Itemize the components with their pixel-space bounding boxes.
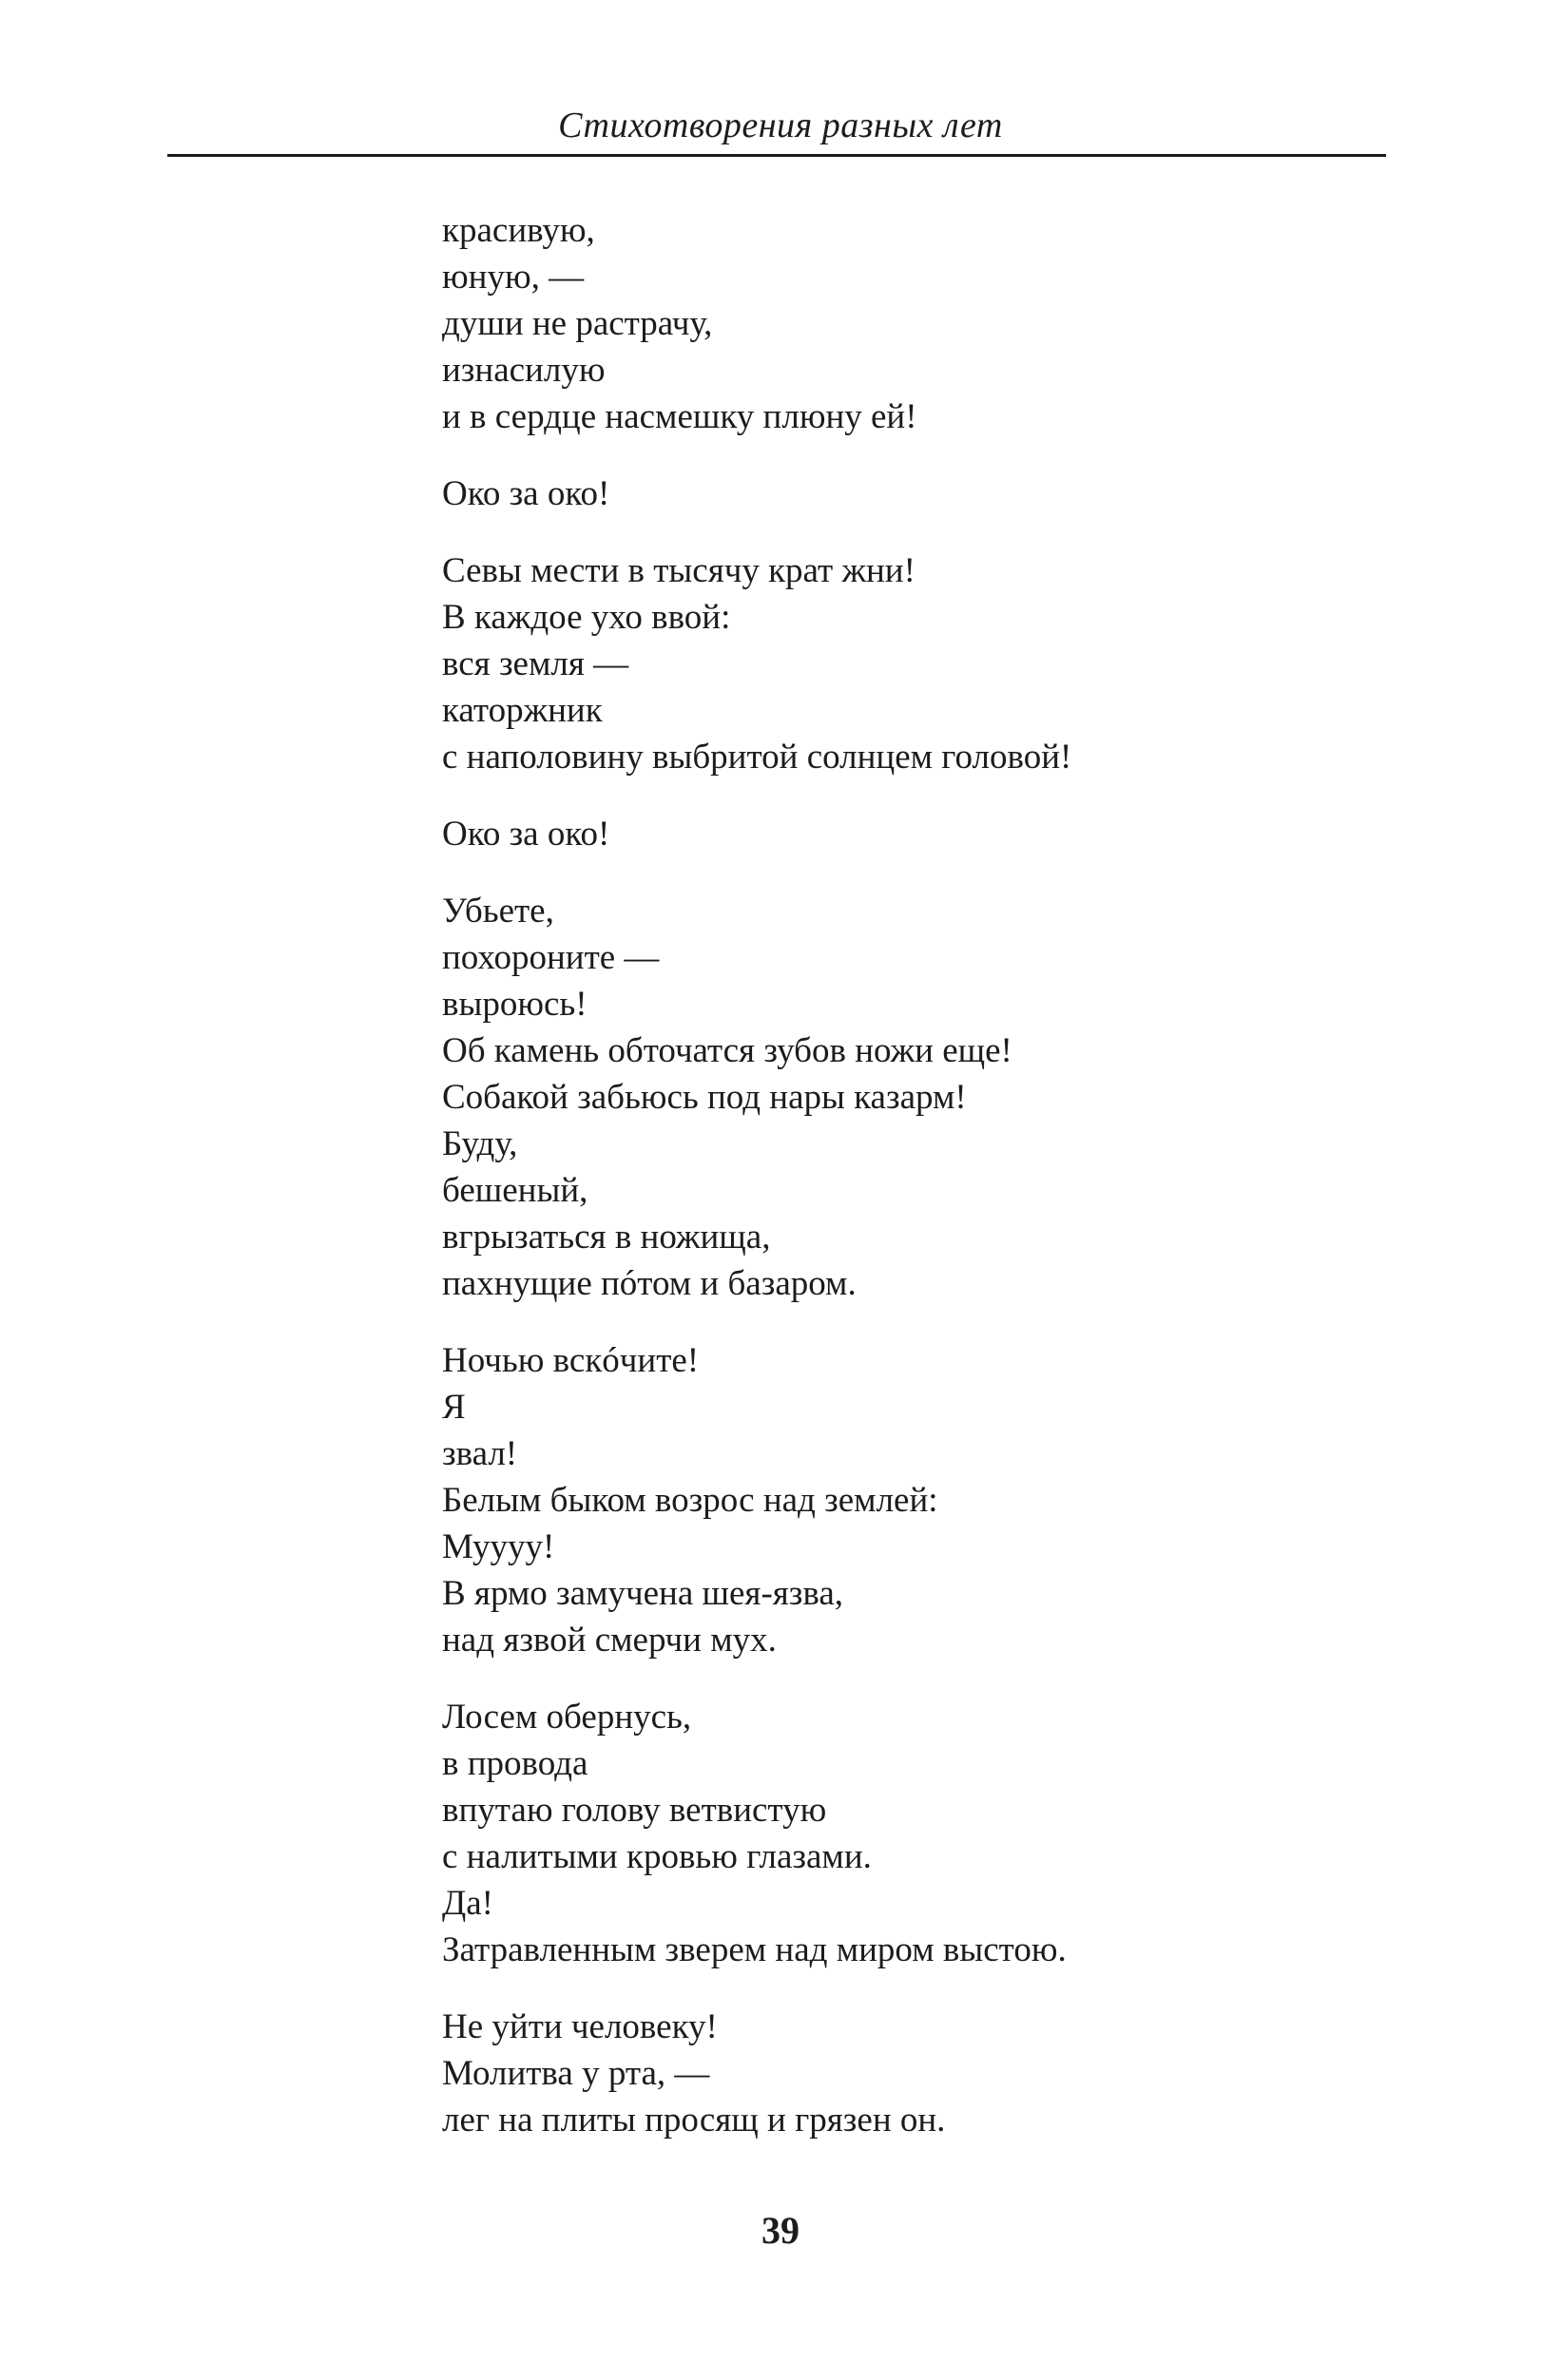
poem-line: похороните —: [442, 938, 660, 977]
poem-line: юную, —: [442, 258, 585, 297]
stanza-3: [442, 547, 1488, 780]
poem-line: В каждое ухо ввой:: [442, 598, 731, 637]
poem-body: [442, 207, 1488, 2174]
stanza-6: [442, 1337, 1488, 1663]
poem-line: Око за око!: [442, 474, 610, 513]
poem-line: пахнущие пóтом и базаром.: [442, 1264, 857, 1303]
poem-line: Око за око!: [442, 815, 610, 854]
poem-line: Муууу!: [442, 1527, 555, 1566]
poem-line: звал!: [442, 1434, 518, 1473]
poem-line: Я: [442, 1388, 466, 1427]
stanza-8: [442, 2004, 1488, 2143]
poem-line: вся земля —: [442, 644, 629, 683]
poem-line: Затравленным зверем над миром выстою.: [442, 1930, 1067, 1969]
poem-line: Об камень обточатся зубов ножи еще!: [442, 1031, 1012, 1070]
poem-line: Не уйти человеку!: [442, 2007, 718, 2046]
poem-line: Молитва у рта, —: [442, 2054, 710, 2093]
poem-line: Белым быком возрос над землей:: [442, 1481, 938, 1520]
poem-line: в провода: [442, 1744, 588, 1783]
poem-line: бешеный,: [442, 1171, 588, 1210]
poem-line: вгрызаться в ножища,: [442, 1218, 771, 1257]
poem-line: изнасилую: [442, 351, 606, 390]
poem-line: В ярмо замучена шея-язва,: [442, 1574, 844, 1613]
poem-line: Собакой забьюсь под нары казарм!: [442, 1078, 967, 1117]
poem-line: выроюсь!: [442, 985, 588, 1024]
stanza-4: [442, 811, 1488, 857]
stanza-1: [442, 207, 1488, 440]
poem-line: с налитыми кровью глазами.: [442, 1837, 872, 1876]
poem-line: и в сердце насмешку плюну ей!: [442, 397, 917, 436]
poem-line: Да!: [442, 1884, 493, 1923]
poem-line: Убьете,: [442, 892, 554, 931]
poem-line: лег на плиты просящ и грязен он.: [442, 2101, 946, 2140]
poem-line: души не растрачу,: [442, 304, 713, 343]
poem-line: с наполовину выбритой солнцем головой!: [442, 738, 1072, 777]
poem-line: впутаю голову ветвистую: [442, 1791, 827, 1830]
stanza-7: [442, 1694, 1488, 1973]
poem-line: красивую,: [442, 211, 595, 250]
poem-line: Буду,: [442, 1124, 518, 1163]
poem-line: Лосем обернусь,: [442, 1698, 692, 1737]
poem-line: Ночью вскóчите!: [442, 1341, 700, 1380]
poem-line: Севы мести в тысячу крат жни!: [442, 551, 915, 590]
page-number: 39: [761, 2209, 800, 2252]
running-head: Стихотворения разных лет: [558, 106, 1003, 145]
stanza-2: [442, 470, 1488, 517]
stanza-5: [442, 888, 1488, 1307]
header-rule: [167, 154, 1386, 157]
poem-line: каторжник: [442, 691, 603, 730]
poem-line: над язвой смерчи мух.: [442, 1621, 777, 1660]
